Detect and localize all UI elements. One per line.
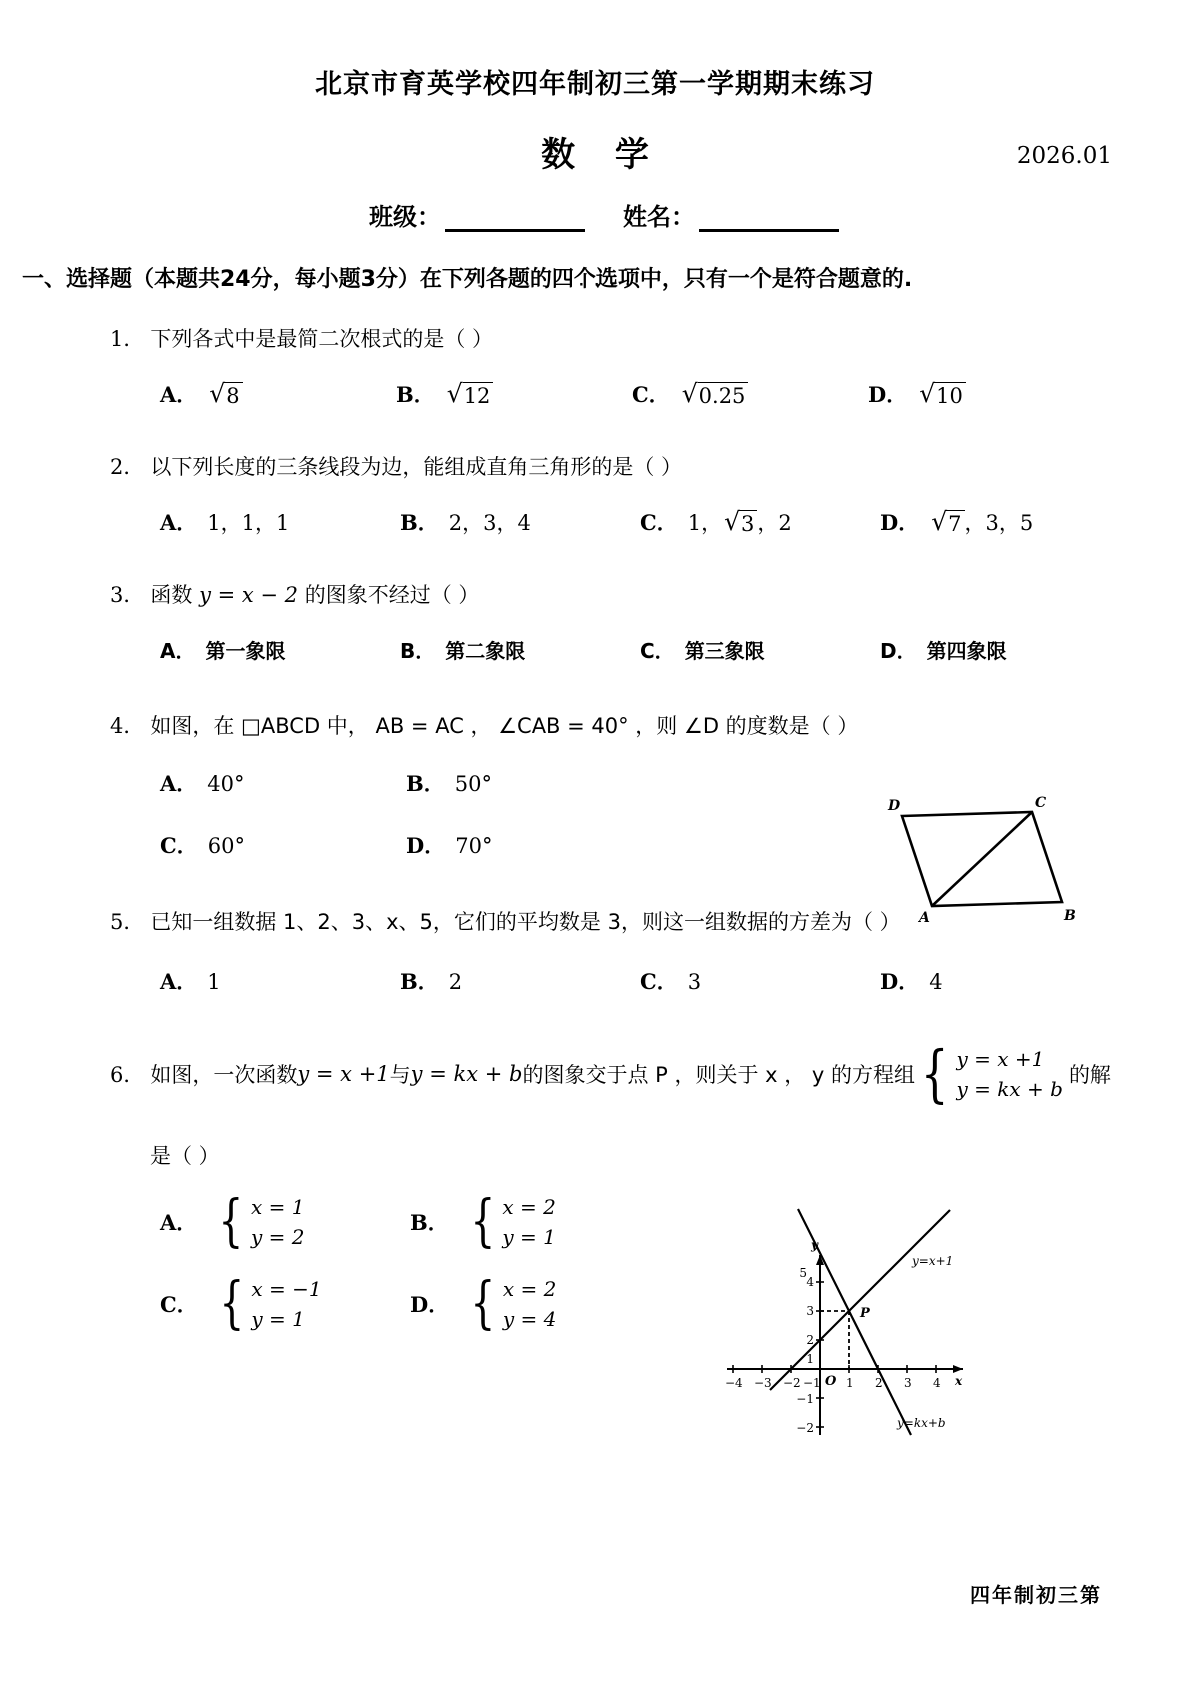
subject-title: 数 学: [541, 135, 663, 175]
y-tick-1: 1: [806, 1352, 814, 1366]
option-a-value: 第一象限: [205, 639, 286, 663]
question-6-system: [915, 1037, 1063, 1111]
page-title: 北京市育英学校四年制初三第一学期期末练习: [315, 69, 875, 100]
question-6-stem-line2: 是（ ）: [150, 1144, 220, 1168]
system-line-1: y = x +1: [956, 1047, 1045, 1071]
option-d[interactable]: [880, 507, 1033, 537]
option-a[interactable]: [160, 768, 406, 798]
question-6-stem: [110, 1037, 1150, 1111]
y-tick-4: 4: [806, 1275, 814, 1289]
option-a-label: A．: [160, 771, 198, 796]
option-a[interactable]: [160, 635, 400, 664]
option-d-value: 4: [929, 970, 943, 994]
sqrt-icon: √ 0.25: [680, 381, 749, 408]
vertex-label-b: B: [1064, 908, 1076, 924]
x-tick-4: 4: [933, 1376, 941, 1390]
section-heading: 一、选择题（本题共24分，每小题3分）在下列各题的四个选项中，只有一个是符合题意的. · · · ·: [22, 262, 1190, 293]
question-5-text: 已知一组数据 1、2、3、x、5，它们的平均数是 3，则这一组数据的方差为（ ）: [150, 910, 901, 934]
option-c-label: C．: [632, 382, 670, 407]
question-6-text-tail: 的解: [1068, 1063, 1111, 1087]
student-info-line: [0, 197, 1190, 232]
question-3-post: 的图象不经过（ ）: [298, 583, 480, 607]
option-a-line-1: x = 1: [250, 1195, 305, 1219]
option-d-post: ，3，5: [964, 511, 1034, 535]
name-blank[interactable]: [699, 209, 839, 232]
option-a-label: A．: [160, 639, 196, 663]
option-b-label: B．: [406, 771, 445, 796]
option-c-value: 0.25: [698, 382, 749, 408]
question-6-text-c: 与: [389, 1063, 411, 1087]
class-blank[interactable]: [445, 209, 585, 232]
option-d-value: 70°: [455, 834, 493, 858]
option-b[interactable]: [400, 966, 640, 996]
option-c-line-2: y = 1: [251, 1307, 305, 1331]
question-4-stem: [110, 710, 1150, 740]
option-c[interactable]: [632, 379, 868, 409]
option-a-label: A．: [160, 382, 198, 407]
x-axis-label: x: [955, 1374, 963, 1388]
option-c-system: [214, 1270, 322, 1336]
question-3: [110, 579, 1150, 664]
x-tick-3: 3: [904, 1376, 912, 1390]
option-a[interactable]: [160, 507, 400, 537]
vertex-label-c: C: [1035, 795, 1047, 811]
question-6-formula-1: y = x +1: [297, 1062, 390, 1086]
option-c[interactable]: [640, 507, 880, 537]
option-c[interactable]: [160, 1270, 410, 1336]
option-d-radicand: 7: [947, 510, 964, 536]
y-tick-5: 5: [799, 1266, 807, 1280]
option-b-label: B．: [396, 382, 435, 407]
option-c-post: ，2: [757, 511, 792, 535]
coordinate-graph-svg: [715, 1187, 985, 1437]
option-d-value: 第四象限: [926, 639, 1007, 663]
option-d-value: 10: [935, 382, 966, 408]
option-c-label: C．: [640, 969, 678, 994]
question-6-options: [160, 1188, 1150, 1336]
option-b[interactable]: [400, 635, 640, 664]
page-footer: 四年制初三第: [970, 1583, 1102, 1607]
system-line-2: y = kx + b: [956, 1077, 1063, 1101]
option-a[interactable]: [160, 966, 400, 996]
sqrt-icon: √ 7: [929, 509, 964, 536]
option-b[interactable]: [406, 768, 492, 798]
coordinate-graph-figure: [715, 1187, 985, 1441]
option-c-pre: 1，: [687, 511, 723, 535]
option-d-label: D．: [880, 510, 920, 535]
option-c-label: C．: [640, 510, 678, 535]
x-tick--3: −3: [754, 1376, 772, 1390]
y-tick--1: −1: [796, 1392, 814, 1406]
option-d[interactable]: [880, 635, 1007, 664]
option-b-value: 12: [463, 382, 494, 408]
option-d[interactable]: [410, 1270, 660, 1336]
option-a[interactable]: [160, 379, 396, 409]
exam-page: [0, 62, 1190, 1704]
option-c-label: C．: [640, 639, 675, 663]
option-b-system: [465, 1188, 556, 1254]
option-c-value: 第三象限: [684, 639, 765, 663]
option-d[interactable]: [868, 379, 966, 409]
option-d-label: D．: [868, 382, 908, 407]
x-tick-2: 2: [875, 1376, 883, 1390]
class-label: 班级：: [369, 203, 441, 231]
vertex-label-a: A: [919, 910, 930, 924]
brace-icon: {: [219, 1270, 245, 1336]
y-tick-3: 3: [806, 1304, 814, 1318]
question-2-options: [160, 507, 1150, 537]
option-d-label: D．: [880, 969, 920, 994]
x-tick--2: −2: [783, 1376, 801, 1390]
y-tick--2: −2: [796, 1421, 814, 1435]
option-d-line-1: x = 2: [502, 1277, 557, 1301]
question-1-stem: [110, 323, 1150, 353]
option-d-system: [465, 1270, 557, 1336]
option-b-label: B．: [400, 969, 439, 994]
parallelogram-svg: [880, 794, 1080, 924]
option-a[interactable]: [160, 1188, 410, 1254]
option-d[interactable]: [880, 966, 943, 996]
sqrt-icon: √ 8: [207, 381, 242, 408]
question-2-text: 以下列长度的三条线段为边，能组成直角三角形的是（ ）: [150, 455, 683, 479]
question-6-options-row2: [160, 1270, 1150, 1336]
question-6: [110, 1037, 1150, 1336]
option-c-label: C．: [160, 833, 198, 858]
option-c[interactable]: [640, 635, 880, 664]
option-b[interactable]: [400, 507, 640, 537]
question-4-text: 如图，在 □ABCD 中， AB = AC ， ∠CAB = 40° ，则 ∠D 的度数是（ ）: [150, 714, 859, 738]
origin-label: O: [825, 1374, 837, 1389]
x-tick--1: −1: [803, 1376, 821, 1390]
question-4-number: 4．: [110, 714, 145, 738]
question-3-options: [160, 635, 1150, 664]
question-3-stem: [110, 579, 1150, 609]
question-3-number: 3．: [110, 583, 145, 607]
option-b[interactable]: [410, 1188, 660, 1254]
question-5-stem: [110, 906, 1150, 936]
question-1-number: 1．: [110, 327, 145, 351]
option-c-line-1: x = −1: [251, 1277, 322, 1301]
question-2-number: 2．: [110, 455, 145, 479]
question-5: [110, 906, 1150, 996]
brace-icon: {: [470, 1270, 496, 1336]
y-tick-2: 2: [806, 1333, 814, 1347]
option-b-label: B．: [410, 1210, 449, 1235]
brace-icon: {: [218, 1188, 244, 1254]
line1-label: y=x+1: [912, 1254, 954, 1268]
option-a-label: A．: [160, 1210, 198, 1235]
question-1: [110, 323, 1150, 409]
option-a-value: 40°: [207, 772, 245, 796]
question-1-options: [160, 379, 1150, 409]
exam-date: 2026.01: [1016, 143, 1112, 169]
option-d[interactable]: [406, 830, 492, 860]
option-d-label: D．: [880, 639, 917, 663]
option-d-line-2: y = 4: [502, 1307, 557, 1331]
question-2: [110, 451, 1150, 537]
question-1-text: 下列各式中是最简二次根式的是（ ）: [150, 327, 494, 351]
option-b-line-1: x = 2: [502, 1195, 556, 1219]
graph-extra-tick-svg: [715, 1201, 814, 1449]
question-6-number: 6．: [110, 1063, 145, 1087]
option-b-value: 2: [448, 970, 463, 994]
option-a-value: 1，1，1: [207, 511, 290, 535]
name-label: 姓名：: [623, 203, 695, 231]
brace-icon: {: [920, 1037, 949, 1111]
subject-row: [0, 127, 1190, 175]
option-b-value: 第二象限: [445, 639, 526, 663]
vertex-label-d: D: [888, 798, 901, 814]
option-c-value: 3: [687, 970, 702, 994]
option-b-label: B．: [400, 639, 436, 663]
option-b-value: 50°: [454, 772, 492, 796]
question-5-number: 5．: [110, 910, 145, 934]
sqrt-icon: √ 12: [445, 381, 494, 408]
point-p-label: P: [860, 1306, 870, 1321]
option-a-value: 1: [207, 970, 221, 994]
question-6-formula-2: y = kx + b: [410, 1062, 523, 1086]
question-3-pre: 函数: [150, 583, 200, 607]
option-c[interactable]: [160, 830, 406, 860]
option-b-value: 2，3，4: [448, 511, 531, 535]
brace-icon: {: [470, 1188, 496, 1254]
y-tick--3: −3: [796, 1435, 814, 1449]
option-b-line-2: y = 1: [502, 1225, 556, 1249]
option-d-label: D．: [406, 833, 446, 858]
y-axis-label: y: [811, 1238, 818, 1252]
line2-label: y=kx+b: [897, 1416, 946, 1430]
option-c[interactable]: [640, 966, 880, 996]
option-a-label: A．: [160, 510, 198, 535]
x-tick-1: 1: [846, 1376, 854, 1390]
question-6-options-row1: [160, 1188, 1150, 1254]
question-2-stem: [110, 451, 1150, 481]
option-a-line-2: y = 2: [250, 1225, 305, 1249]
question-6-text-e: 的图象交于点 P ，则关于 x ， y 的方程组: [522, 1063, 916, 1087]
option-d-label: D．: [410, 1292, 450, 1317]
option-b-label: B．: [400, 510, 439, 535]
option-c-value: 60°: [207, 834, 245, 858]
question-5-options: [160, 966, 1150, 996]
option-a-system: [213, 1188, 305, 1254]
x-tick--4: −4: [725, 1376, 743, 1390]
option-a-value: 8: [225, 382, 242, 408]
question-3-formula: y = x − 2: [199, 583, 299, 607]
option-c-label: C．: [160, 1292, 198, 1317]
option-a-label: A．: [160, 969, 198, 994]
sqrt-icon: √ 3: [722, 509, 757, 536]
option-c-radicand: 3: [740, 510, 757, 536]
question-6-text-a: 如图，一次函数: [150, 1063, 298, 1087]
option-b[interactable]: [396, 379, 632, 409]
sqrt-icon: √ 10: [917, 381, 966, 408]
